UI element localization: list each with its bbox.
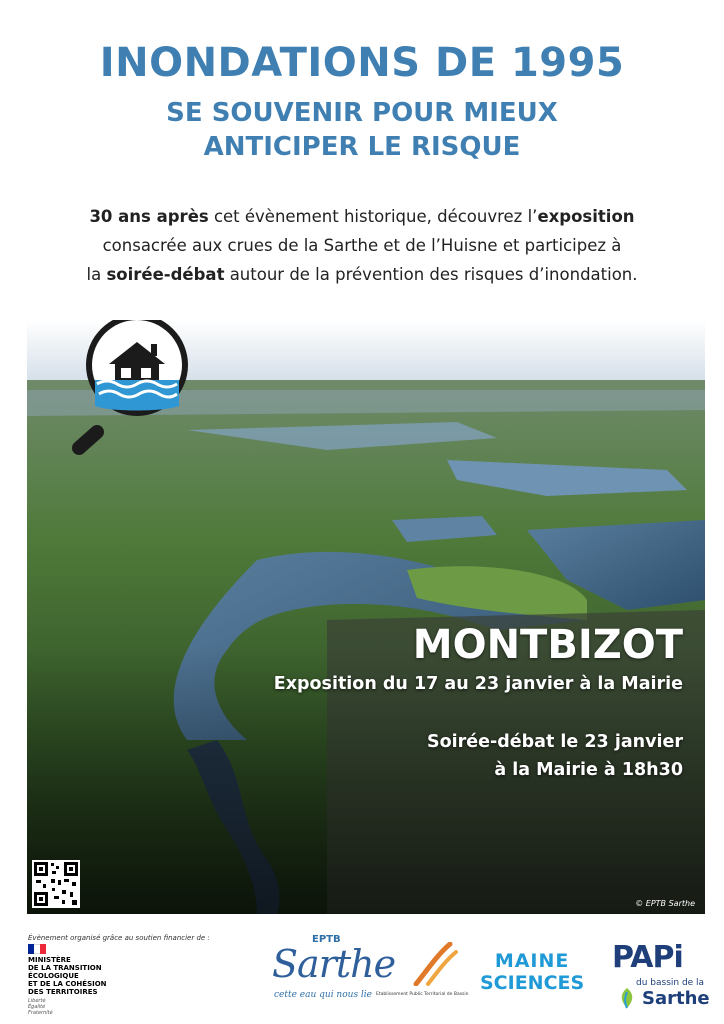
landscape-illustration [27, 320, 705, 914]
papi-logo [612, 940, 712, 1009]
subtitle-line-2: ANTICIPER LE RISQUE [203, 132, 521, 162]
motto-egalite: Égalité [28, 1004, 46, 1010]
intro-bold-30-ans: 30 ans après [89, 207, 209, 226]
intro-paragraph [30, 202, 694, 289]
intro-line-1 [30, 202, 694, 231]
eptb-tagline: cette eau qui nous lie [274, 990, 373, 1000]
intro-text-3a: la [86, 265, 107, 284]
eptb-name: Sarthe [272, 942, 396, 986]
main-title: INONDATIONS DE 1995 [99, 40, 625, 86]
photo-credit: © EPTB Sarthe [635, 899, 695, 908]
leaf-drop-icon [616, 986, 638, 1010]
papi-title: PAPi [612, 940, 683, 975]
intro-text-3b: autour de la prévention des risques d’inondation. [224, 265, 638, 284]
ministry-line-1: MINISTÈRE [28, 956, 71, 964]
intro-line-2: consacrée aux crues de la Sarthe et de l’Huisne et participez à [102, 236, 622, 255]
ministry-line-2: DE LA TRANSITION [28, 964, 102, 972]
intro-bold-soiree: soirée-débat [106, 265, 225, 284]
papi-subtitle: du bassin de la [636, 978, 705, 988]
flood-aerial-photo [27, 320, 705, 914]
ministry-line-5: DES TERRITOIRES [28, 988, 98, 996]
soiree-line-1: Soirée-débat le 23 janvier [426, 732, 683, 752]
eptb-label: EPTB [312, 934, 341, 945]
ministry-logo [28, 944, 107, 1016]
eptb-subtitle: Etablissement Public Territorial de Bassin [376, 992, 469, 997]
papi-sarthe: Sarthe [642, 988, 710, 1009]
ministry-line-4: ET DE LA COHÉSION [28, 980, 107, 988]
ministry-line-3: ÉCOLOGIQUE [28, 972, 79, 980]
sciences-label: SCIENCES [480, 972, 585, 994]
intro-line-3 [30, 260, 694, 289]
intro-bold-exposition: exposition [537, 207, 635, 226]
eptb-sarthe-logo [272, 934, 469, 1006]
qr-code[interactable] [32, 860, 80, 908]
subtitle-line-1: SE SOUVENIR POUR MIEUX [166, 98, 558, 128]
ministry-name [28, 956, 107, 996]
maine-label: MAINE [494, 950, 570, 972]
motto-fraternite: Fraternité [28, 1010, 53, 1016]
exposition-dates: Exposition du 17 au 23 janvier à la Mairie [273, 674, 683, 694]
eptb-swoosh-icon [410, 942, 458, 986]
soiree-line-2: à la Mairie à 18h30 [494, 760, 683, 780]
funding-note: Évènement organisé grâce au soutien financier de : [28, 934, 210, 942]
intro-text-1: cet évènement historique, découvrez l’ [208, 207, 538, 226]
qr-code-icon [32, 860, 80, 908]
republic-motto [28, 998, 107, 1016]
event-city: MONTBIZOT [412, 622, 683, 668]
french-flag-icon [28, 944, 46, 954]
motto-liberte: Liberté [28, 998, 46, 1004]
subtitle [0, 96, 724, 164]
maine-sciences-logo [480, 950, 584, 994]
